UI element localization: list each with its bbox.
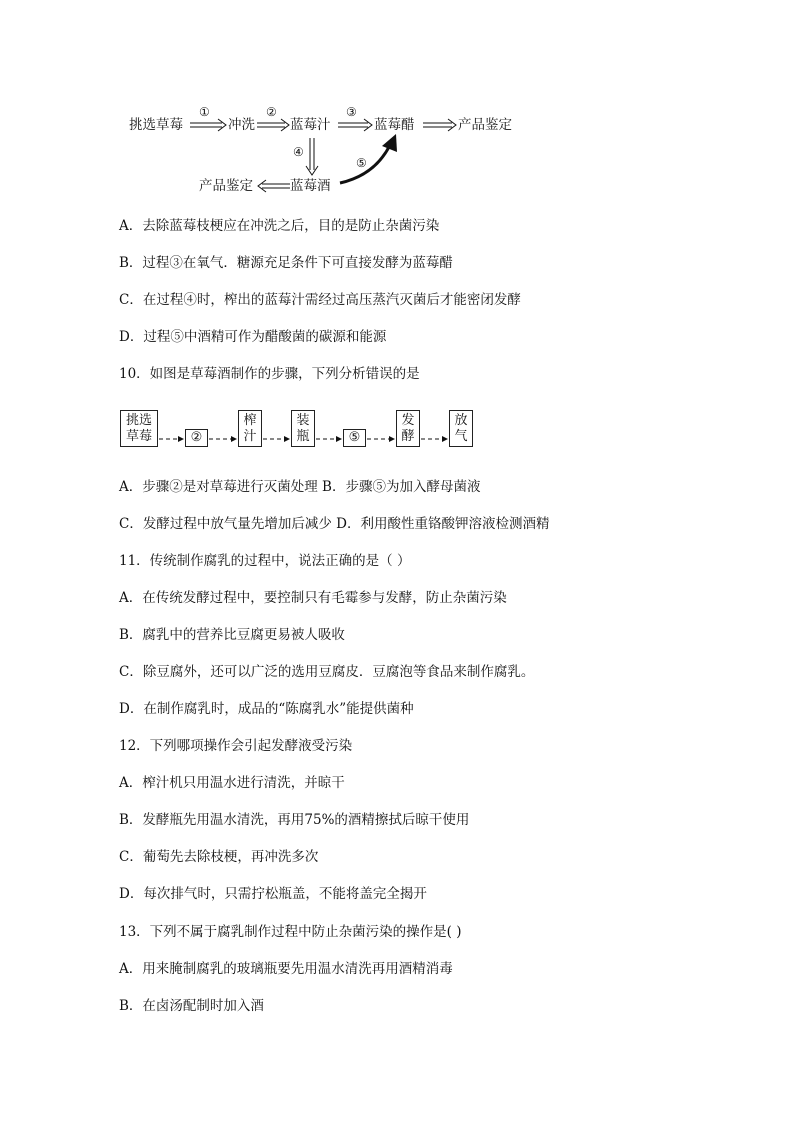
node-vinegar: 蓝莓醋 [374,117,415,133]
node-juice: 蓝莓汁 [290,117,331,133]
flow-box-bottle: 装 瓶 [291,410,315,447]
q10-options-row1: A．步骤②是对草莓进行灭菌处理 B．步骤⑤为加入酵母菌液 [119,479,481,495]
q10-stem: 10．如图是草莓酒制作的步骤，下列分析错误的是 [119,366,420,382]
q9-option-d: D．过程⑤中酒精可作为醋酸菌的碳源和能源 [119,329,387,345]
flow-box-step5: ⑤ [343,429,366,447]
node-wash: 冲洗 [228,117,255,133]
node-identify-bottom: 产品鉴定 [199,178,253,194]
q12-option-b: B．发酵瓶先用温水清洗，再用75%的酒精擦拭后晾干使用 [119,812,470,828]
q11-option-b: B．腐乳中的营养比豆腐更易被人吸收 [119,627,345,643]
step-label-5: ⑤ [356,156,367,170]
q13-stem: 13．下列不属于腐乳制作过程中防止杂菌污染的操作是( ) [119,924,462,940]
flow-box-select: 挑选 草莓 [120,410,158,447]
flow-box-press: 榨 汁 [238,410,262,447]
q10-options-row2: C．发酵过程中放气量先增加后减少 D．利用酸性重铬酸钾溶液检测酒精 [119,516,550,532]
flow-dashed-arrows [0,0,794,460]
step-label-4: ④ [293,145,304,159]
flow-box-ferment: 发 酵 [396,410,420,447]
q12-stem: 12．下列哪项操作会引起发酵液受污染 [119,738,353,754]
q11-option-d: D．在制作腐乳时，成品的“陈腐乳水”能提供菌种 [119,701,414,717]
q13-option-a: A．用来腌制腐乳的玻璃瓶要先用温水清洗再用酒精消毒 [119,961,453,977]
q9-option-b: B．过程③在氧气．糖源充足条件下可直接发酵为蓝莓醋 [119,255,453,271]
q11-option-a: A．在传统发酵过程中，要控制只有毛霉参与发酵，防止杂菌污染 [119,590,507,606]
q12-option-c: C．葡萄先去除枝梗，再冲洗多次 [119,849,319,865]
q9-option-a: A．去除蓝莓枝梗应在冲洗之后，目的是防止杂菌污染 [119,218,440,234]
q12-option-a: A．榨汁机只用温水进行清洗，并晾干 [119,775,345,791]
flow-box-step2: ② [185,429,208,447]
step-label-3: ③ [346,105,357,119]
step-label-2: ② [266,105,277,119]
q11-option-c: C．除豆腐外，还可以广泛的选用豆腐皮．豆腐泡等食品来制作腐乳。 [119,664,535,680]
step-label-1: ① [199,105,210,119]
flow-box-vent: 放 气 [449,410,473,447]
q12-option-d: D．每次排气时，只需拧松瓶盖，不能将盖完全揭开 [119,886,427,902]
node-select: 挑选草莓 [129,117,183,133]
node-wine: 蓝莓酒 [290,178,331,194]
q13-option-b: B．在卤汤配制时加入酒 [119,998,264,1014]
q9-option-c: C．在过程④时，榨出的蓝莓汁需经过高压蒸汽灭菌后才能密闭发酵 [119,292,521,308]
q11-stem: 11．传统制作腐乳的过程中，说法正确的是（ ） [119,553,411,569]
node-identify-top: 产品鉴定 [458,117,512,133]
